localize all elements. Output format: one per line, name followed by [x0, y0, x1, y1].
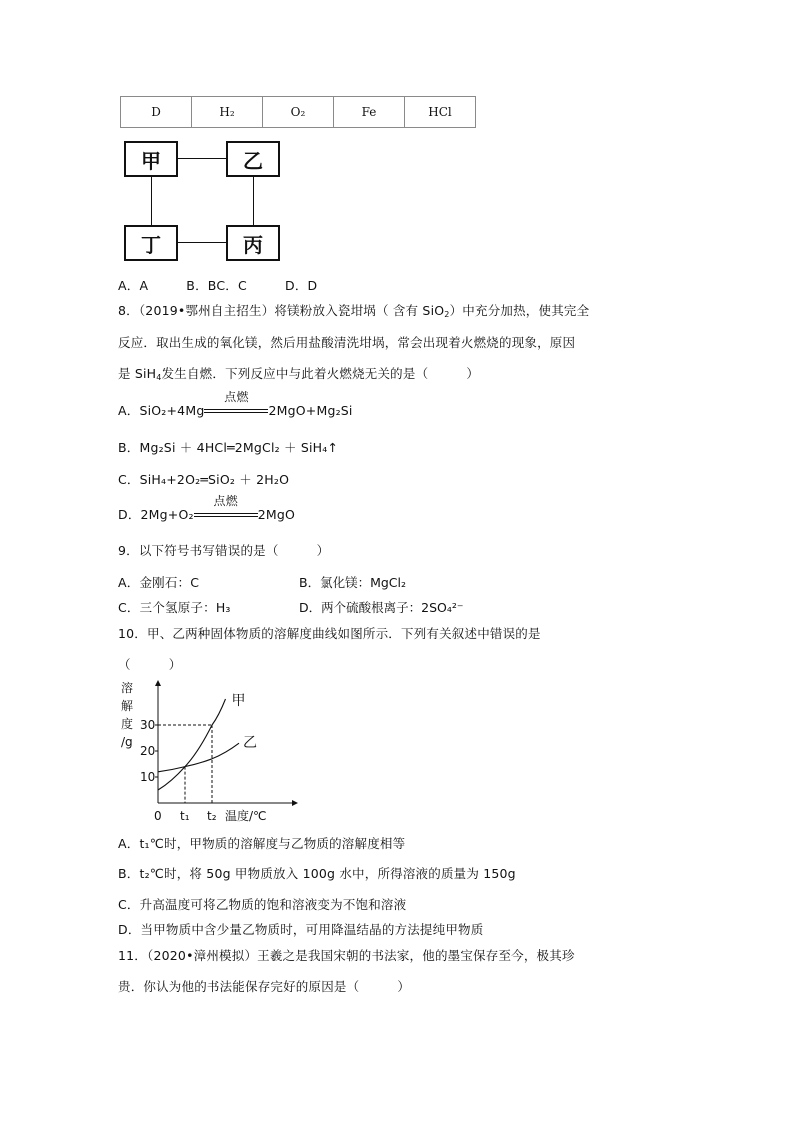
connector-top	[176, 158, 230, 159]
connector-left	[151, 177, 152, 225]
series-line-jia	[158, 699, 226, 790]
box-top-right: 乙	[226, 141, 280, 177]
table-cell: O₂	[263, 97, 334, 128]
series-label: 甲	[231, 693, 246, 709]
q8-option-a: A．SiO₂+4Mg 点燃 2MgO+Mg₂Si	[118, 390, 353, 418]
q8-option-b: B．Mg₂Si ＋ 4HCl═2MgCl₂ ＋ SiH₄↑	[118, 440, 339, 455]
x-tick-label: t₁	[180, 809, 190, 823]
q10-paren: （ ）	[118, 657, 182, 672]
q11-line2: 贵．你认为他的书法能保存完好的原因是（ ）	[118, 979, 411, 994]
x-axis-label: 温度/℃	[225, 809, 267, 823]
x-tick-label: t₂	[207, 809, 217, 823]
y-tick-label: 10	[140, 770, 156, 784]
q8-line3: 是 SiH$_4$发生自燃．下列反应中与此着火燃烧无关的是（ ）	[118, 366, 480, 382]
q10-option-a: A．t₁℃时，甲物质的溶解度与乙物质的溶解度相等	[118, 836, 406, 851]
q10-option-d: D．当甲物质中含少量乙物质时，可用降温结晶的方法提纯甲物质	[118, 922, 484, 937]
q9-option-d: D．两个硫酸根离子：2SO₄²⁻	[299, 600, 464, 615]
series-line-yi	[158, 743, 239, 772]
q8-line2: 反应．取出生成的氧化镁，然后用盐酸清洗坩埚，常会出现着火燃烧的现象，原因	[118, 335, 576, 350]
y-axis-label-char: /g	[121, 735, 133, 749]
table-cell: HCl	[405, 97, 476, 128]
y-axis-arrow	[155, 680, 161, 686]
y-axis-label-char: 溶	[121, 681, 134, 695]
q8-line1: 8．（2019•鄂州自主招生）将镁粉放入瓷坩埚（ 含有 SiO$_2$）中充分加热，使其完全	[118, 303, 590, 319]
q10-stem: 10．甲、乙两种固体物质的溶解度曲线如图所示．下列有关叙述中错误的是	[118, 626, 541, 641]
q10-option-c: C．升高温度可将乙物质的饱和溶液变为不饱和溶液	[118, 897, 407, 912]
table-cell: H₂	[192, 97, 263, 128]
q8-option-c: C．SiH₄+2O₂═SiO₂ ＋ 2H₂O	[118, 472, 290, 487]
y-tick-label: 20	[140, 744, 156, 758]
series-label: 乙	[243, 735, 257, 752]
x-axis-arrow	[292, 800, 298, 806]
q9-option-c: C．三个氢原子：H₃	[118, 600, 231, 615]
y-axis-label-char: 度	[121, 717, 134, 731]
q9-stem: 9．以下符号书写错误的是（ ）	[118, 543, 330, 558]
table-cell: D	[121, 97, 192, 128]
solubility-chart	[112, 676, 312, 834]
reagent-table	[120, 96, 476, 128]
box-bottom-left: 丁	[124, 225, 178, 261]
q7-options: A．A B．BC．C D．D	[118, 278, 318, 293]
y-tick-label: 30	[140, 718, 156, 732]
box-bottom-right: 丙	[226, 225, 280, 261]
y-axis-label-char: 解	[121, 699, 134, 713]
connector-right	[253, 177, 254, 225]
q11-line1: 11．（2020•漳州模拟）王羲之是我国宋朝的书法家，他的墨宝保存至今，极其珍	[118, 948, 575, 963]
q10-option-b: B．t₂℃时，将 50g 甲物质放入 100g 水中，所得溶液的质量为 150g	[118, 866, 516, 881]
origin-label: 0	[154, 809, 162, 823]
q8-option-d: D．2Mg+O₂ 点燃 2MgO	[118, 494, 296, 522]
q9-option-a: A．金刚石：C	[118, 575, 200, 590]
table-cell: Fe	[334, 97, 405, 128]
q9-option-b: B．氯化镁：MgCl₂	[299, 575, 407, 590]
connector-bottom	[176, 242, 230, 243]
box-top-left: 甲	[124, 141, 178, 177]
